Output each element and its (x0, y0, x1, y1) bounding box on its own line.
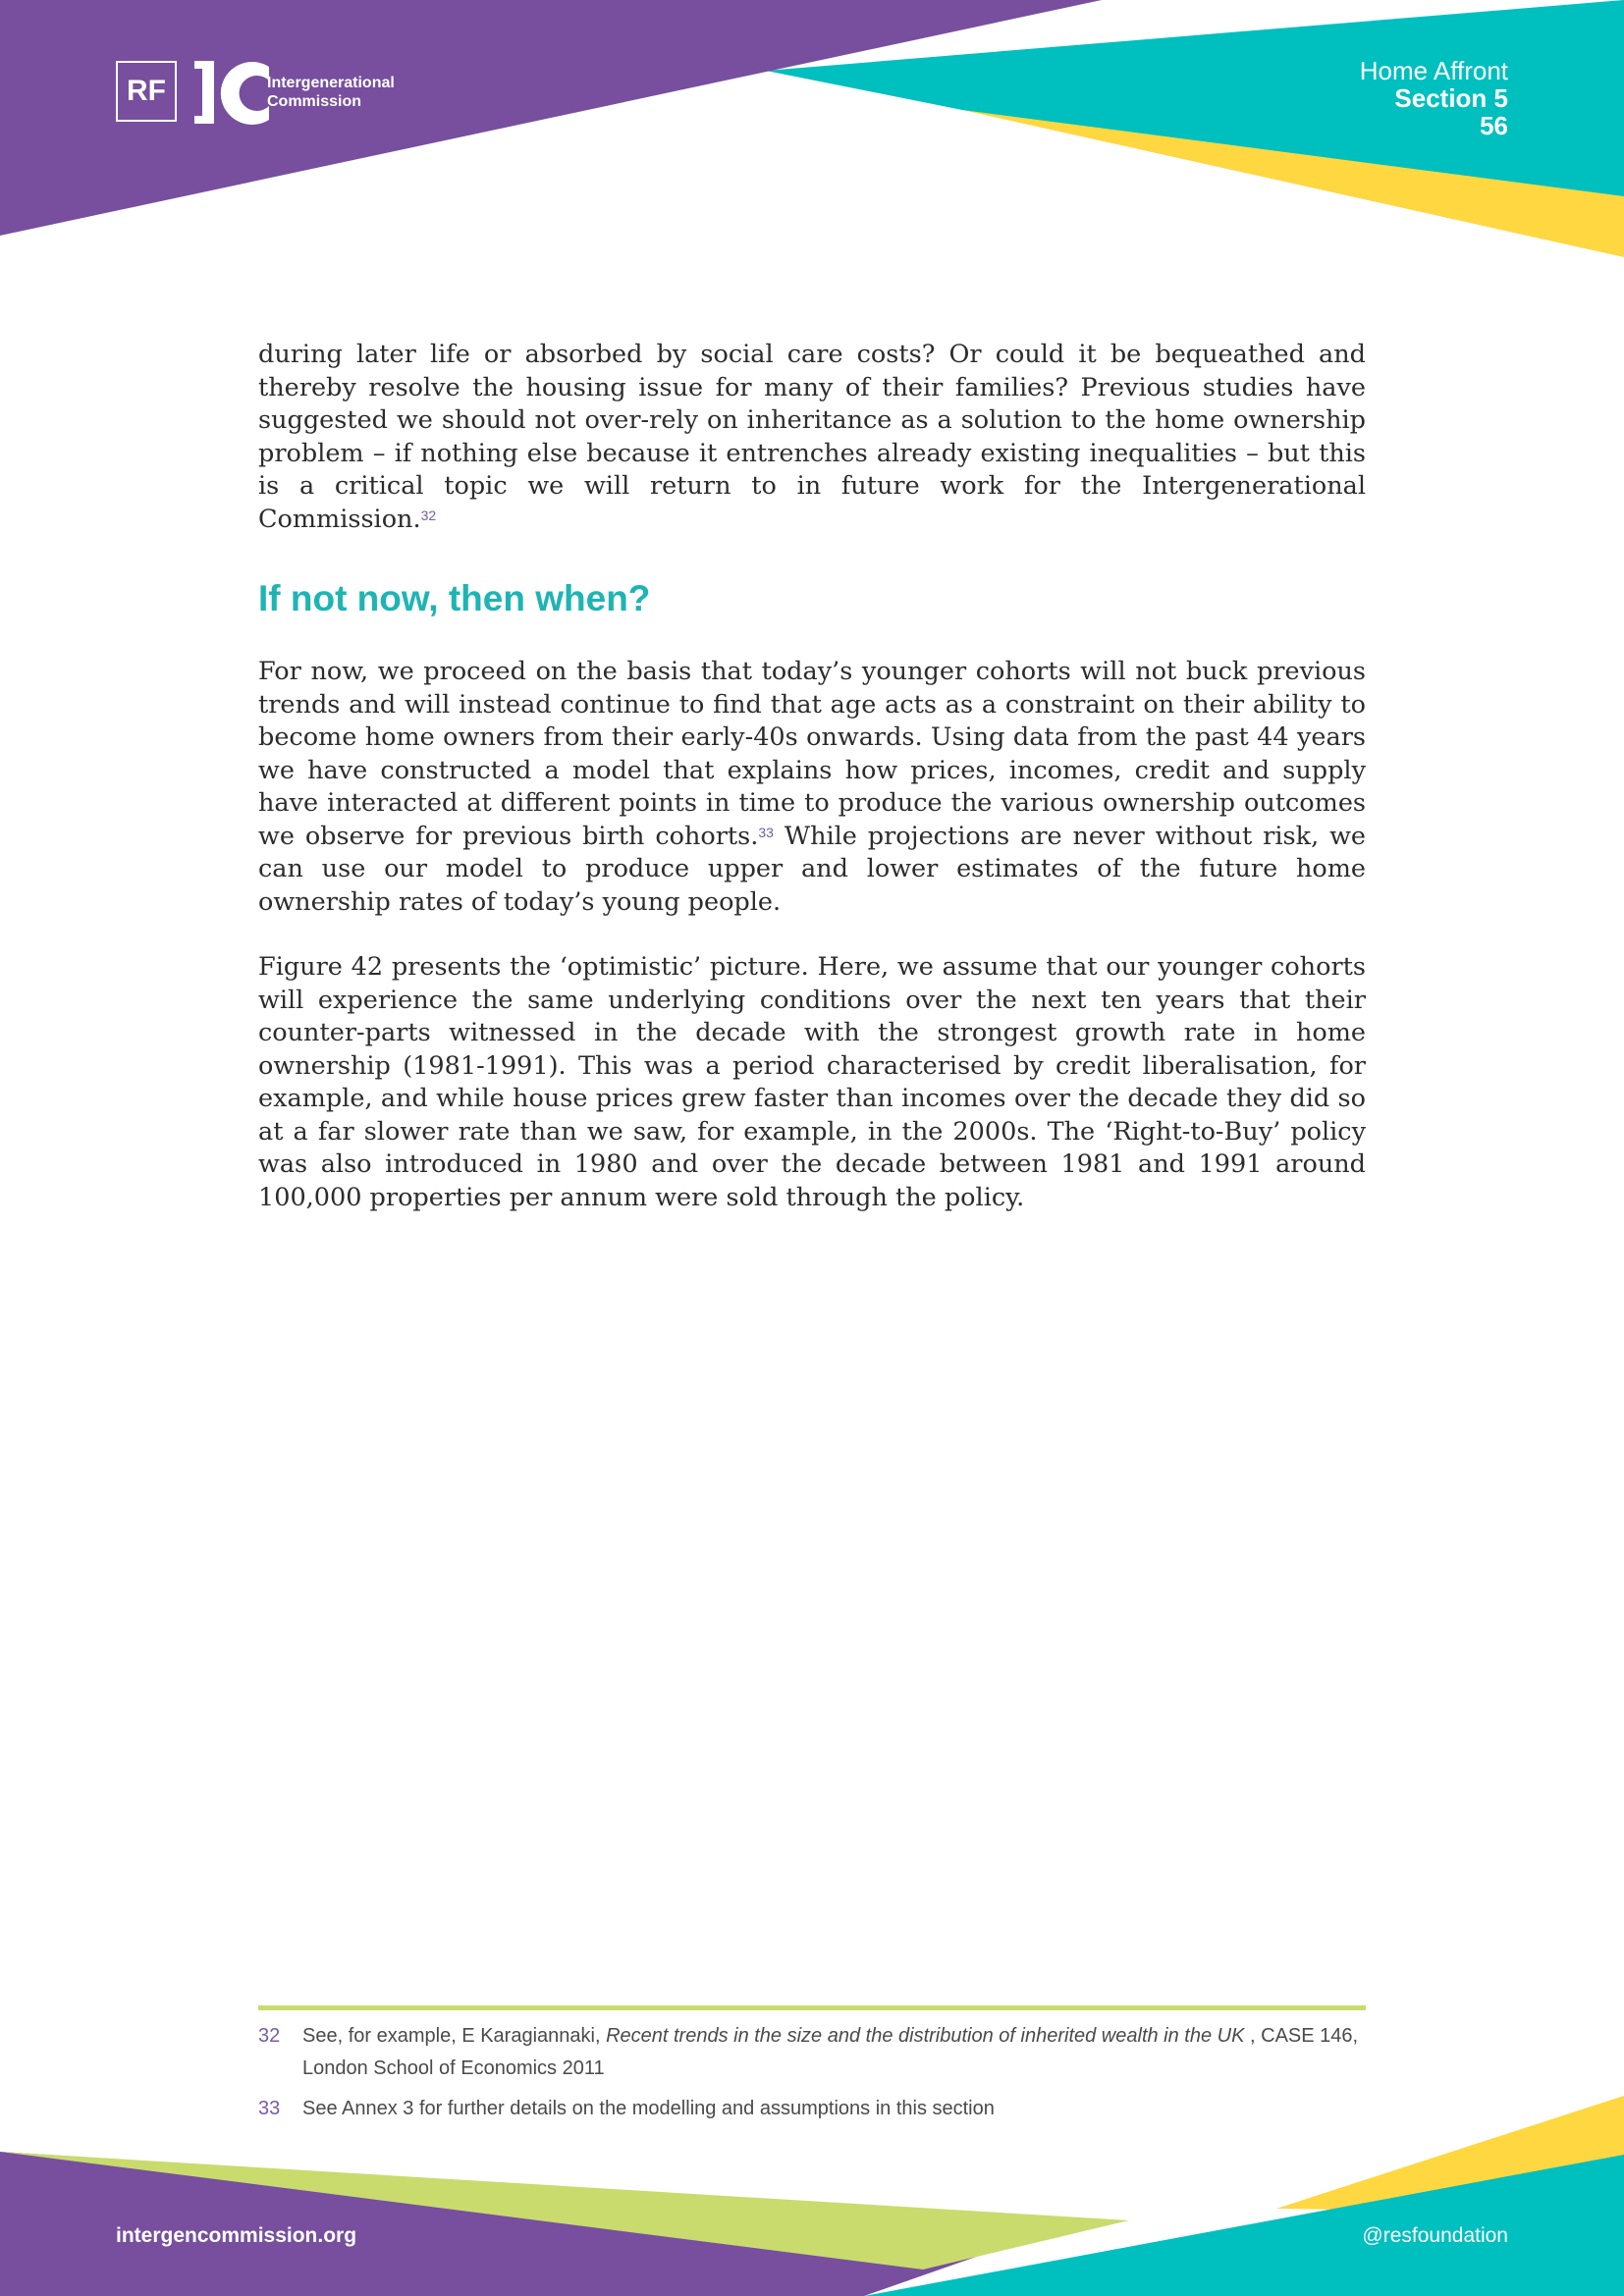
footnote-number: 32 (258, 2025, 281, 2047)
section-label: Section 5 (1394, 83, 1508, 113)
footnote-text-before: See, for example, E Karagiannaki, (302, 2025, 607, 2047)
commission-name-line2: Commission (267, 93, 362, 110)
paragraph-2-text-a: For now, we proceed on the basis that today’s younger cohorts will not buck previous trends and will instead continue to find that age acts as a constraint on their ability to become home owners from their early-40s onwards. Using data from the past 44 years we have constructed a model that explains how prices, incomes, credit and supply have interacted at different points in time to produce the various ownership outcomes we observe for previous birth cohorts. (258, 657, 1366, 851)
footer-website-link[interactable]: intergencommission.org (116, 2224, 357, 2247)
page-number: 56 (1480, 111, 1508, 140)
footnote-text-before: See Annex 3 for further details on the modelling and assumptions in this section (302, 2098, 995, 2119)
footnote-text-after: , CASE 146, London School of Economics 2011 (302, 2025, 1359, 2079)
section-heading: If not now, then when? (258, 578, 651, 618)
footnote-divider (258, 2005, 1366, 2010)
footnote-text (302, 2020, 1366, 2085)
footnotes (258, 2020, 1366, 2133)
footnote-item (258, 2020, 1366, 2085)
paragraph-1 (258, 339, 1366, 536)
paragraph-3: Figure 42 presents the ‘optimistic’ picture. Here, we assume that our younger cohorts will experience the same underlying conditions over the next ten years that their counter-parts witnessed in the decade with the strongest growth rate in home ownership (1981-1991). This was a period characterised by credit liberalisation, for example, and while house prices grew faster than incomes over the decade they did so at a far slower rate than we saw, for example, in the 2000s. The ‘Right-to-Buy’ policy was also introduced in 1980 and over the decade between 1981 and 1991 around 100,000 properties per annum were sold through the policy. (258, 952, 1366, 1212)
footnote-citation-title: Recent trends in the size and the distribution of inherited wealth in the UK (606, 2025, 1245, 2047)
paragraph-2-text-b: While projections are never without risk, we can use our model to produce upper and lower estimates of the future home ownership rates of today’s young people. (258, 821, 1366, 917)
paragraph-1-text: during later life or absorbed by social care costs? Or could it be bequeathed and thereby resolve the housing issue for many of their families? Previous studies have suggested we should not over-rely on inheritance as a solution to the home ownership problem – if nothing else because it entrenches already existing inequalities – but this is a critical topic we will return to in future work for the Intergenerational Commission. (258, 340, 1366, 534)
rf-logo: RF (116, 61, 177, 122)
main-content (258, 339, 1366, 1214)
commission-name-line1: Intergenerational (267, 75, 395, 91)
footnote-item (258, 2093, 1366, 2125)
footnote-ref-32[interactable]: 32 (420, 507, 437, 523)
report-title: Home Affront (1359, 56, 1508, 85)
footer-social-handle[interactable]: @resfoundation (1362, 2224, 1508, 2247)
footnote-number: 33 (258, 2098, 281, 2119)
footnote-text (302, 2093, 1366, 2125)
section-info (1360, 57, 1508, 139)
commission-name (267, 74, 395, 111)
footnote-ref-33[interactable]: 33 (758, 824, 774, 840)
paragraph-2 (258, 656, 1366, 919)
